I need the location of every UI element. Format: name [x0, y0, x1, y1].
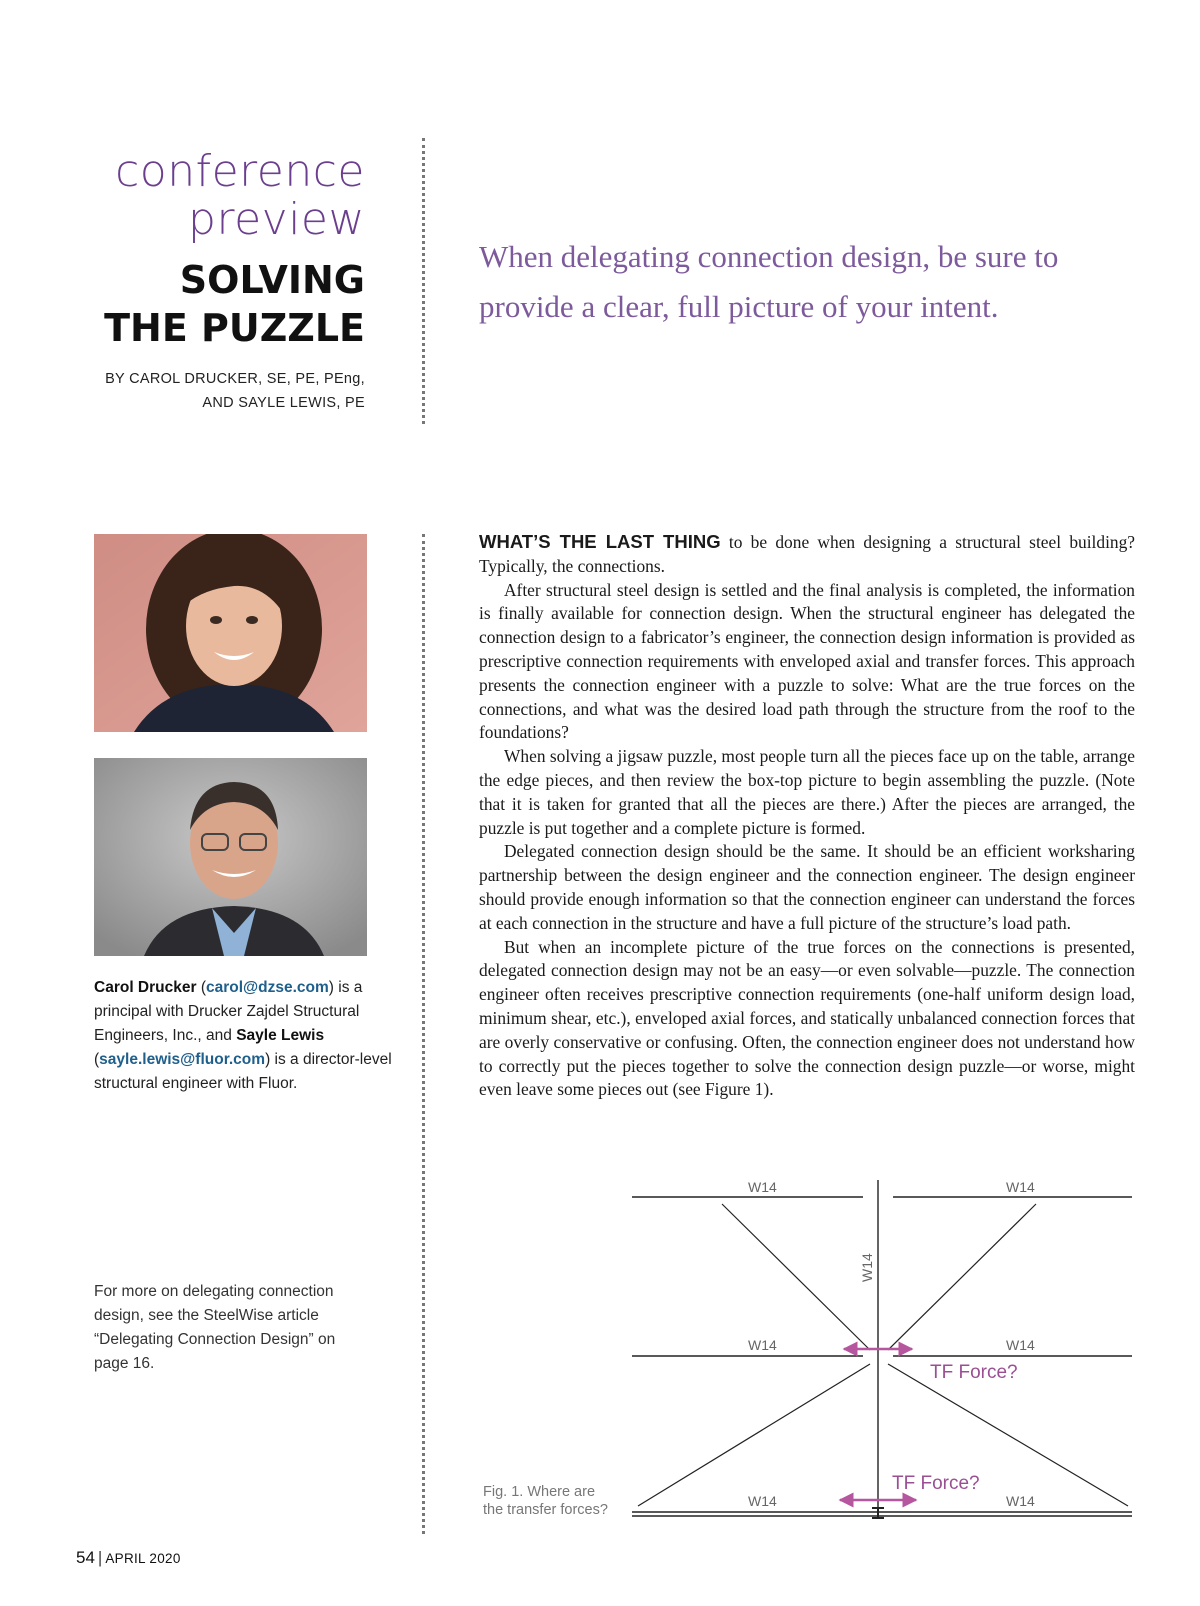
title-line-2: THE PUZZLE	[104, 306, 365, 350]
author-name-1: Carol Drucker	[94, 979, 197, 996]
divider-main	[422, 534, 425, 1534]
paragraph-5: But when an incomplete picture of the true forces on the connections is presented, delegated connection design may not be an easy—or even solvable—puzzle. The connection engineer often receives prescriptive connection requirements (one-half uniform design load, minimum shear, etc.), enveloped axial forces, and statically unbalanced connection forces that are overly conservative or confusing. Often, the connection engineer does not understand how to correctly put the pieces together to solve the connection design puzzle—or worse, might even leave some pieces out (see Figure 1).	[479, 936, 1135, 1100]
author-photo-sayle-lewis	[94, 758, 367, 956]
kicker-line-2: preview	[188, 194, 365, 245]
label-beam-mid-left: W14	[748, 1337, 777, 1353]
label-beam-top-right: W14	[1006, 1179, 1035, 1195]
see-also-note: For more on delegating connection design, see the SteelWise article “Delegating Connection Design” on page 16.	[94, 1283, 336, 1372]
paragraph-2: After structural steel design is settled and the final analysis is completed, the information is finally available for connection design. When the structural engineer has delegated the connection design to a fabricator’s engineer, the connection design information is provided as prescriptive connection requirements with enveloped axial and transfer forces. This approach presents the connection engineer with a puzzle to solve: What are the true forces on the connections, and what was the desired load path through the structure from the roof to the foundations?	[479, 579, 1135, 743]
brace-lower-left	[638, 1364, 870, 1506]
author-bio: Carol Drucker (carol@dzse.com) is a principal with Drucker Zajdel Structural Engineers, Inc., and Sayle Lewis (sayle.lewis@fluor.com) is a director-level structural engineer with Fluor.	[94, 979, 392, 1092]
figure-caption	[483, 1483, 633, 1519]
author-photo-carol-drucker	[94, 534, 367, 732]
footer-separator: |	[97, 1548, 103, 1567]
article-body	[479, 530, 1135, 1102]
section-kicker	[65, 148, 365, 244]
page-number: 54	[76, 1548, 95, 1567]
label-beam-bottom-right: W14	[1006, 1493, 1035, 1509]
label-beam-bottom-left: W14	[748, 1493, 777, 1509]
author-name-2: Sayle Lewis	[236, 1027, 325, 1044]
author-email-2[interactable]: sayle.lewis@fluor.com	[99, 1051, 266, 1068]
label-beam-mid-right: W14	[1006, 1337, 1035, 1353]
title-line-1: SOLVING	[179, 258, 365, 302]
paragraph-3: When solving a jigsaw puzzle, most people turn all the pieces face up on the table, arrange the edge pieces, and then review the box-top picture to begin assembling the puzzle. (Note that it is taken for granted that all the pieces are there.) After the pieces are arranged, the puzzle is put together and a complete picture is formed.	[479, 746, 1135, 838]
label-tf-mid: TF Force?	[930, 1362, 1018, 1383]
label-beam-top-left: W14	[748, 1179, 777, 1195]
author-bio-2: is a director-level structural engineer with Fluor.	[94, 1051, 392, 1092]
lead-in: WHAT’S THE LAST THING	[479, 531, 721, 552]
page-footer	[76, 1548, 181, 1568]
figure-caption-line-1: Fig. 1. Where are	[483, 1484, 596, 1500]
author-bio-1: is a principal with Drucker Zajdel Structural Engineers, Inc., and	[94, 979, 363, 1044]
paragraph-1	[479, 530, 1135, 579]
author-email-1[interactable]: carol@dzse.com	[205, 979, 329, 996]
article-title	[45, 256, 365, 352]
brace-upper-right	[888, 1204, 1036, 1350]
issue-date: APRIL 2020	[105, 1551, 181, 1566]
divider-top	[422, 138, 425, 424]
paragraph-4: Delegated connection design should be the same. It should be an efficient worksharing partnership between the design engineer and the connection engineer. The design engineer should provide enough information so that the connection engineer can understand the forces at each connection in the structure and have a full picture of the structure’s load path.	[479, 841, 1135, 933]
figure-caption-line-2: the transfer forces?	[483, 1502, 608, 1518]
byline-line-1: BY CAROL DRUCKER, SE, PE, PEng,	[105, 371, 365, 387]
byline	[25, 367, 365, 415]
label-column: W14	[859, 1253, 875, 1282]
label-tf-bottom: TF Force?	[892, 1473, 980, 1494]
byline-line-2: AND SAYLE LEWIS, PE	[202, 395, 365, 411]
kicker-line-1: conference	[115, 146, 365, 197]
brace-upper-left	[722, 1204, 870, 1350]
pull-quote: When delegating connection design, be sure to provide a clear, full picture of your intent.	[479, 239, 1059, 324]
paragraph-1-text: to be done when designing a structural steel building? Typically, the connections.	[479, 532, 1136, 576]
